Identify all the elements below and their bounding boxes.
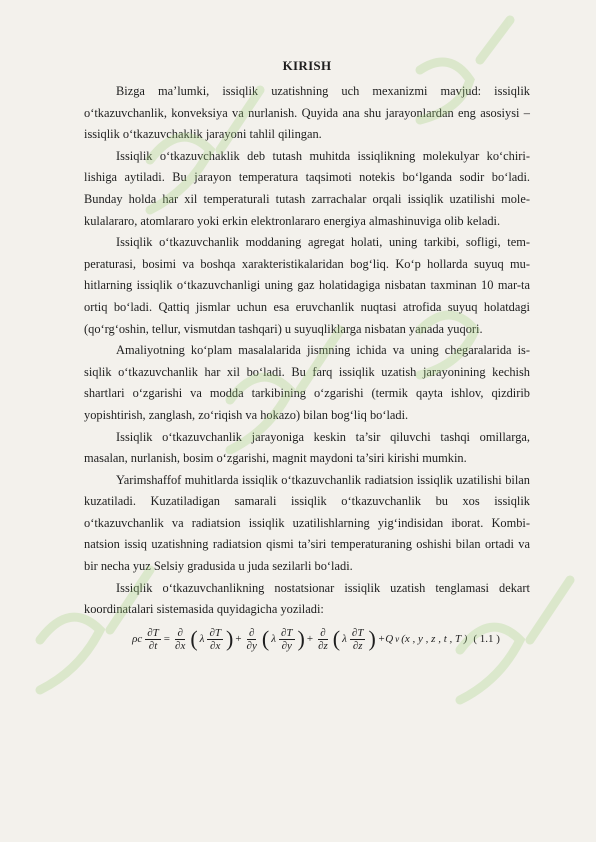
eq-args: (x , y , z , t , T ): [401, 633, 468, 646]
paragraph-4: Amaliyotning ko‘plam masalalarida jismning ichida va uning chegaralarida is-siqlik o‘tkazuvchanlik har xil bo‘ladi. Bu farq issiqlik uzatish jarayonining kechish shartlari o‘zgarishi va modda tarkibining o‘zgarishi (termik qayta ishlov, qizdirib yopishtirish, zanglash, zo‘riqish va hokazo) bilan bog‘liq bo‘ladi.: [84, 343, 530, 422]
eq-source-sub: v: [395, 634, 400, 645]
eq-lhs-fraction: $\frac{\partial T}{\partial t}$: [147, 626, 159, 652]
heat-equation: ρc $\frac{\partial T}{\partial t}$ = $\frac{\partial}{\partial x}$ ( λ $\frac{\partial T}{\partial x}$ ) + $\frac{\partial}{\partial y}$ ( λ $\frac{\partial T}{\partial y}$ ) + $\frac{\partial}{\partial z}$ ( λ $\frac{\partial T}{\partial z}$ ) +Q v (x , y , z , t , T ) ( 1.1 ): [132, 626, 500, 652]
paragraph-2: Issiqlik o‘tkazuvchaklik deb tutash muhitda issiqlikning molekulyar ko‘chiri-lishiga aytiladi. Bu jarayon temperatura taqsimoti notekis bo‘lganda sodir bo‘ladi. Bunday holda har xil temperaturali tutash zarrachalar orqali issiqlik uzatilishi mole-kulalararo, atomlararo yoki erkin elektronlararo energiya almashinuviga olib keladi.: [84, 148, 530, 228]
eq-term-x-outer: $\frac{\partial}{\partial x}$: [175, 626, 186, 652]
eq-lhs-coef: ρc: [132, 633, 143, 646]
eq-term-x-inner: $\frac{\partial T}{\partial x}$: [209, 626, 221, 652]
paragraph-7: Issiqlik o‘tkazuvchanlikning nostatsionar issiqlik uzatish tenglamasi dekart koordinatalari sistemasida quyidagicha yoziladi:: [84, 580, 530, 617]
paragraph-5: Issiqlik o‘tkazuvchanlik jarayoniga keskin ta’sir qiluvchi tashqi omillarga, masalan, nurlanish, bosim o‘zgarishi, magnit maydoni ta’siri kirishi mumkin.: [84, 429, 530, 466]
eq-term-z-inner: $\frac{\partial T}{\partial z}$: [351, 626, 364, 652]
paragraph-3: Issiqlik o‘tkazuvchanlik moddaning agregat holati, uning tarkibi, sofligi, tem-peraturasi, bosimi va boshqa xarakteristikalaridan bog‘liq. Ko‘p hollarda suyuq mu-hitlarning issiqlik o‘tkazuvchanligi uning gaz holatidagiga nisbatan taxminan 10 mar-ta ortiq bo‘ladi. Qattiq jismlar uchun esa eruvchanlik nuqtasi atrofida suyuq holatdagi (qo‘rg‘oshin, tellur, vismutdan tashqari) u suyuqliklarga nisbatan yanada yuqori.: [84, 235, 530, 336]
paragraph-6: Yarimshaffof muhitlarda issiqlik o‘tkazuvchanlik radiatsion issiqlik uzatilishi bilan kuzatiladi. Kuzatiladigan samarali issiqlik o‘tkazuvchanlik bu xos issiqlik o‘tkazuvchanlik va radiatsion issiqlik uzatilishlarning yig‘indisidan iborat. Kombi-natsion issiq uzatishning radiatsion qismi ta’siri temperaturaning oshishi bilan ortadi va bir necha yuz Selsiy gradusida u juda sezilarli bo‘ladi.: [84, 472, 530, 574]
eq-source: +Q: [377, 633, 394, 646]
eq-number: ( 1.1 ): [473, 633, 500, 646]
section-title: KIRISH: [282, 58, 332, 73]
paragraph-1: Bizga ma’lumki, issiqlik uzatishning uch mexanizmi mavjud: issiqlik o‘tkazuvchanlik, konveksiya va nurlanish. Quyida ana shu jarayonlardan eng asosiysi – issiqlik o‘tkazuvchaklik jarayoni tahlil qilingan.: [84, 84, 530, 142]
eq-term-y-inner: $\frac{\partial T}{\partial y}$: [280, 626, 293, 652]
eq-term-z-outer: $\frac{\partial}{\partial z}$: [318, 626, 328, 652]
eq-term-y-outer: $\frac{\partial}{\partial y}$: [246, 626, 257, 652]
